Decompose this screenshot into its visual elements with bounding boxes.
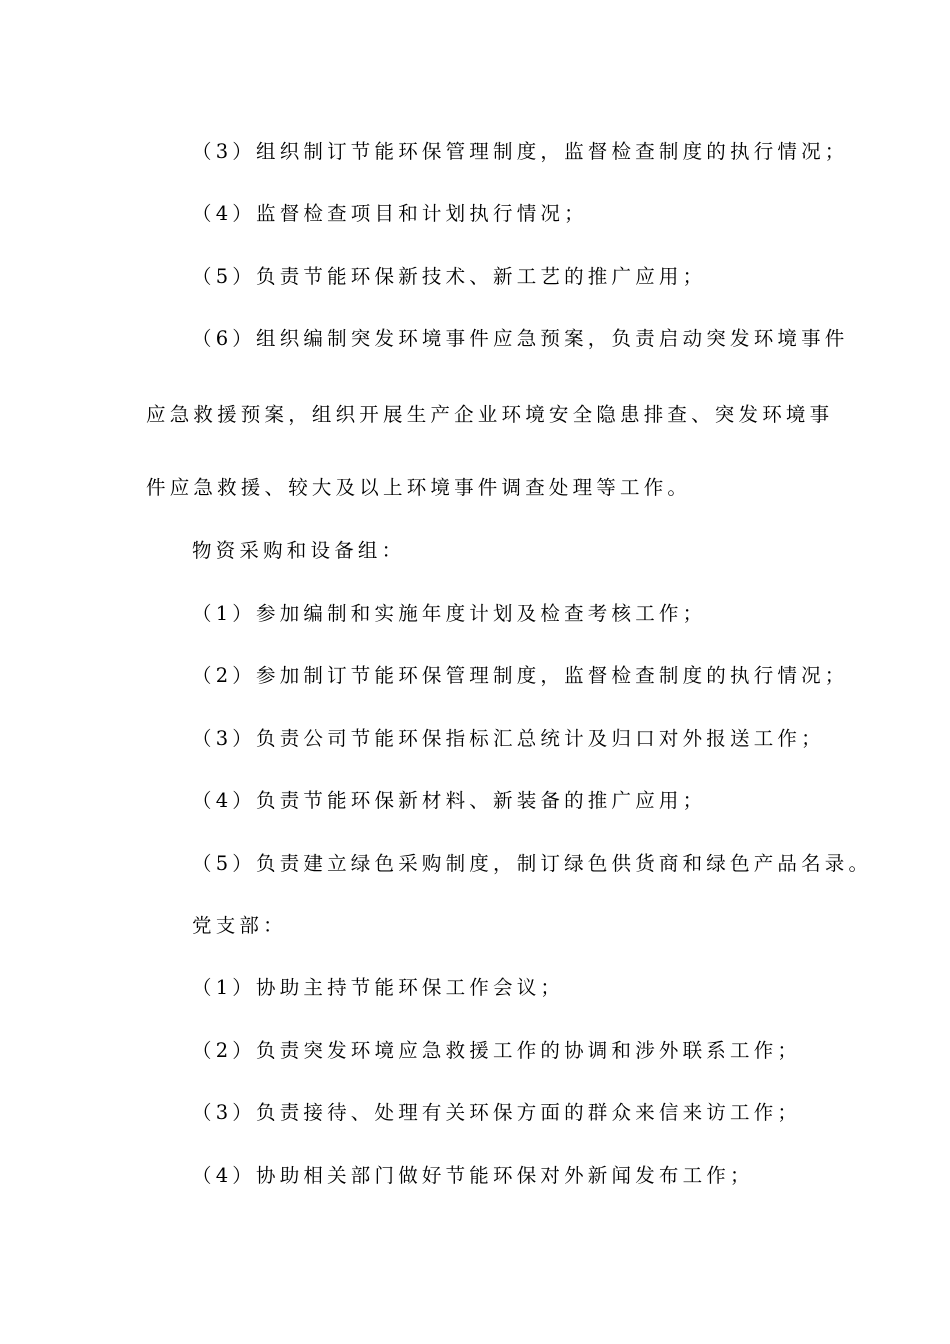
paragraph-line: （4）协助相关部门做好节能环保对外新闻发布工作； [192, 1164, 754, 1187]
paragraph-line: （4）监督检查项目和计划执行情况； [192, 202, 588, 225]
paragraph-line: 件应急救援、较大及以上环境事件调查处理等工作。 [146, 476, 692, 499]
paragraph-line: 应急救援预案，组织开展生产企业环境安全隐患排查、突发环境事 [146, 403, 834, 426]
paragraph-line: （5）负责建立绿色采购制度，制订绿色供货商和绿色产品名录。 [192, 852, 873, 875]
paragraph-line: （4）负责节能环保新材料、新装备的推广应用； [192, 789, 707, 812]
paragraph-line: （3）组织制订节能环保管理制度，监督检查制度的执行情况； [192, 140, 849, 163]
paragraph-line: （6）组织编制突发环境事件应急预案，负责启动突发环境事件 [192, 327, 849, 350]
paragraph-line: （2）负责突发环境应急救援工作的协调和涉外联系工作； [192, 1039, 802, 1062]
paragraph-line: （2）参加制订节能环保管理制度，监督检查制度的执行情况； [192, 664, 849, 687]
paragraph-line: （3）负责公司节能环保指标汇总统计及归口对外报送工作； [192, 727, 825, 750]
paragraph-line: （1）参加编制和实施年度计划及检查考核工作； [192, 602, 707, 625]
paragraph-line: （5）负责节能环保新技术、新工艺的推广应用； [192, 265, 707, 288]
paragraph-line: （3）负责接待、处理有关环保方面的群众来信来访工作； [192, 1101, 802, 1124]
paragraph-line: （1）协助主持节能环保工作会议； [192, 976, 565, 999]
section-heading: 物资采购和设备组： [192, 539, 406, 562]
section-heading: 党支部： [192, 914, 287, 937]
